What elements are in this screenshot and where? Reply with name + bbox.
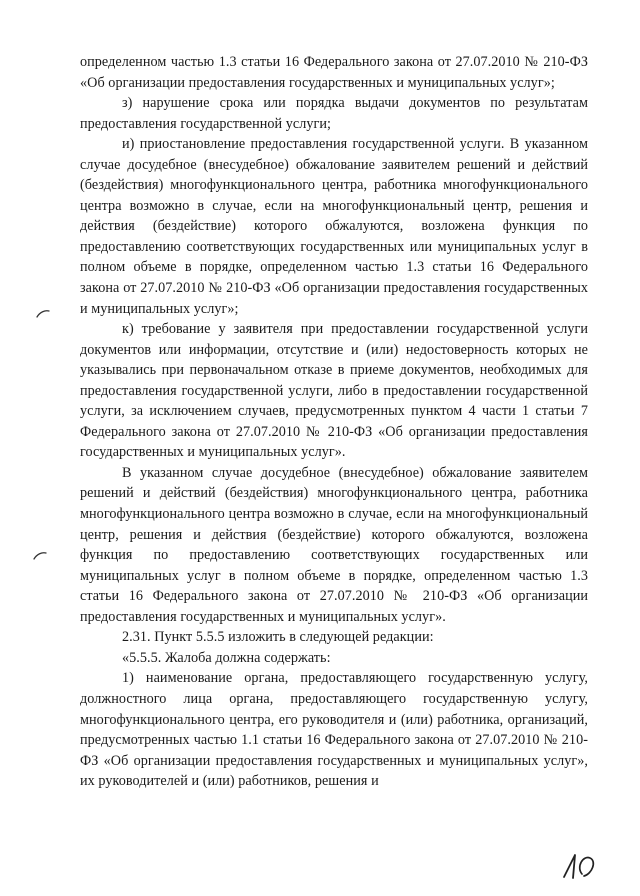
margin-mark (33, 551, 47, 561)
margin-mark (36, 309, 50, 319)
document-body (80, 52, 588, 792)
paragraph-item-1: 1) наименование органа, предоставляющего государственную услугу, должностного лица органа, предоставляющего государственную услугу, многофункционального центра, его руководителя и (или) работника, организаций, предусмотренных частью 1.1 статьи 16 Федерального закона от 27.07.2010 № 210-ФЗ «Об организации предоставления государственных и муниципальных услуг», их руководителей и (или) работников, решения и (80, 670, 588, 790)
paragraph-case: В указанном случае досудебное (внесудебное) обжалование заявителем решений и действий (бездействия) многофункционального центра, работника многофункционального центра возможно в случае, если на многофункциональный центр, решения и действия (бездействие) которого обжалуются, возложена функция по предоставлению соответствующих государственных или муниципальных услуг в полном объеме в порядке, определенном частью 1.3 статьи 16 Федерального закона от 27.07.2010 № 210-ФЗ «Об организации предоставления государственных и муниципальных услуг». (80, 464, 588, 625)
paragraph-item-k: к) требование у заявителя при предоставлении государственной услуги документов или информации, отсутствие и (или) недостоверность которых не указывались при первоначальном отказе в приеме документов, необходимых для предоставления государственной услуги, либо в предоставлении государственной услуги, за исключением случаев, предусмотренных пунктом 4 части 1 статьи 7 Федерального закона от 27.07.2010 № 210-ФЗ «Об организации предоставления государственных и муниципальных услуг». (80, 321, 588, 461)
paragraph-continuation: определенном частью 1.3 статьи 16 Федерального закона от 27.07.2010 № 210-ФЗ «Об организации предоставления государственных и муниципальных услуг»; (80, 54, 588, 91)
handwritten-page-number (560, 850, 600, 882)
paragraph-item-i: и) приостановление предоставления государственной услуги. В указанном случае досудебное (внесудебное) обжалование заявителем решений и действий (бездействия) многофункционального центра, работника многофункционального центра возможно в случае, если на многофункциональный центр, решения и действия (бездействие) которого обжалуются, возложена функция по предоставлению соответствующих государственных или муниципальных услуг в полном объеме в порядке, определенном частью 1.3 статьи 16 Федерального закона от 27.07.2010 № 210-ФЗ «Об организации предоставления государственных и муниципальных услуг»; (80, 136, 588, 317)
paragraph-clause-2-31: 2.31. Пункт 5.5.5 изложить в следующей редакции: (122, 629, 434, 646)
paragraph-clause-5-5-5: «5.5.5. Жалоба должна содержать: (122, 649, 331, 666)
paragraph-item-z: з) нарушение срока или порядка выдачи документов по результатам предоставления государственной услуги; (80, 95, 588, 132)
